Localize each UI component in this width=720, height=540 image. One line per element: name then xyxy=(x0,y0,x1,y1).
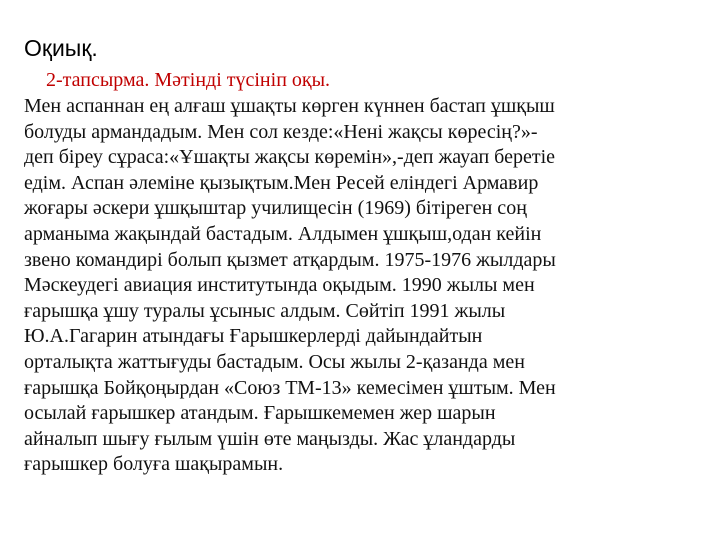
text-line: ғарышкер болуға шақырамын. xyxy=(24,453,284,476)
page-title: Оқиық. xyxy=(24,35,98,61)
text-line: едім. Аспан әлеміне қызықтым.Мен Ресей еліндегі Армавир xyxy=(24,171,539,194)
text-line: ғарышқа Бойқоңырдан «Союз ТМ-13» кемесімен ұштым. Мен xyxy=(24,376,556,399)
text-line: болуды армандадым. Мен сол кезде:«Нені жақсы көресің?»- xyxy=(24,120,538,143)
text-line: ғарышқа ұшу туралы ұсыныс алдым. Сөйтіп 1991 жылы xyxy=(24,299,506,322)
text-line: арманыма жақындай бастадым. Алдымен ұшқыш,одан кейін xyxy=(24,222,542,245)
text-line: Мәскеудегі авиация институтында оқыдым. 1990 жылы мен xyxy=(24,274,535,297)
text-line: осылай ғарышкер атандым. Ғарышкемемен жер шарын xyxy=(24,402,496,425)
text-line: Ю.А.Гагарин атындағы Ғарышкерлерді дайындайтын xyxy=(24,325,483,348)
text-line: Мен аспаннан ең алғаш ұшақты көрген күннен бастап ұшқыш xyxy=(24,95,555,117)
reading-text xyxy=(24,94,704,478)
task-instruction: 2-тапсырма. Мәтінді түсініп оқы. xyxy=(46,69,331,91)
text-line: орталықта жаттығуды бастадым. Осы жылы 2-қазанда мен xyxy=(24,350,525,373)
text-line: жоғары әскери ұшқыштар училищесін (1969) бітіреген соң xyxy=(24,197,527,220)
text-line: деп біреу сұраса:«Ұшақты жақсы көремін»,-деп жауап беретіе xyxy=(24,146,556,169)
text-line: айналып шығу ғылым үшін өте маңызды. Жас ұландарды xyxy=(24,427,516,450)
text-line: звено командирі болып қызмет атқардым. 1975-1976 жылдары xyxy=(24,248,556,271)
